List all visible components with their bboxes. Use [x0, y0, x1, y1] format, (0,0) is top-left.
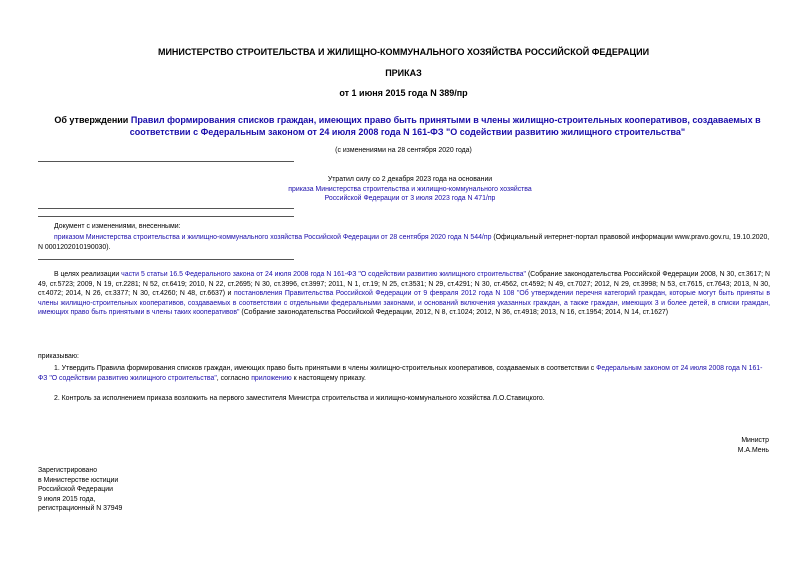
divider	[38, 161, 294, 162]
registration-line-3: Российской Федерации	[38, 486, 113, 494]
amendments-note: (с изменениями на 28 сентября 2020 года)	[335, 147, 472, 154]
preamble-paragraph	[38, 270, 770, 318]
doc-type-heading: ПРИКАЗ	[385, 68, 422, 78]
ministry-heading: МИНИСТЕРСТВО СТРОИТЕЛЬСТВА И ЖИЛИЩНО-КОММУНАЛЬНОГО ХОЗЯЙСТВА РОССИЙСКОЙ ФЕДЕРАЦИИ	[157, 47, 650, 57]
item1-text-a: 1. Утвердить Правила формирования списков граждан, имеющих право быть принятыми в члены жилищно-строительных кооперативов, создаваемых в соответствии с	[54, 365, 597, 372]
preamble-text-1: В целях реализации	[54, 271, 122, 278]
date-number-heading: от 1 июня 2015 года N 389/пр	[339, 88, 468, 98]
expired-link-line1[interactable]: приказа Министерства строительства и жилищно-коммунального хозяйства	[288, 185, 532, 193]
signature-position: Министр	[741, 437, 769, 444]
changes-paragraph	[38, 233, 770, 252]
changes-suffix: (Официальный интернет-портал правовой информации www.pravo.gov.ru, 19.10.2020, N 0001202010190030).	[38, 234, 770, 251]
divider	[38, 216, 294, 217]
order-item-1	[38, 364, 770, 383]
divider	[38, 259, 294, 260]
registration-line-2: в Министерстве юстиции	[38, 476, 119, 484]
preamble-law-link[interactable]: части 5 статьи 16.5 Федерального закона от 24 июля 2008 года N 161-ФЗ "О содействии развитию жилищного строительства"	[121, 271, 527, 278]
changes-label: Документ с изменениями, внесенными:	[54, 223, 181, 230]
expired-text: Утратил силу со 2 декабря 2023 года на основании	[327, 176, 493, 183]
registration-line-4: 9 июля 2015 года,	[38, 495, 96, 503]
item1-text-c: к настоящему приказу.	[291, 374, 366, 382]
expired-link-line2[interactable]: Российской Федерации от 3 июля 2023 года N 471/пр	[324, 195, 496, 203]
signature-block	[738, 436, 769, 455]
title-prefix: Об утверждении	[54, 115, 131, 125]
changes-order-link[interactable]: приказом Министерства строительства и жилищно-коммунального хозяйства Российской Федерации от 28 сентября 2020 года N 544/пр	[54, 234, 492, 241]
title-rules-link[interactable]: Правил формирования списков граждан, имеющих право быть принятыми в члены жилищно-строительных кооперативов, создаваемых в соответствии с Федеральным законом от 24 июля 2008 года N 161-ФЗ "О содействии развитию жилищного строительства"	[129, 115, 761, 137]
document-title	[45, 115, 770, 138]
registration-block	[38, 466, 122, 514]
preamble-text-3: (Собрание законодательства Российской Федерации, 2012, N 8, ст.1024; 2012, N 36, ст.4918; 2013, N 16, ст.1954; 2014, N 14, ст.1627)	[239, 309, 669, 317]
order-item-2: 2. Контроль за исполнением приказа возложить на первого заместителя Министра строительства и жилищно-коммунального хозяйства Л.О.Ставицкого.	[54, 395, 545, 402]
item1-text-b: , согласно	[216, 374, 252, 382]
item1-appendix-link[interactable]: приложению	[251, 374, 292, 382]
expired-block	[240, 175, 580, 204]
registration-line-5: регистрационный N 37949	[38, 505, 123, 513]
registration-line-1: Зарегистрировано	[38, 467, 98, 474]
divider	[38, 208, 294, 209]
preamble-text-2: (Собрание законодательства Российской Федерации 2008, N 30, ст.3617; N 49, ст.5723; 2009, N 19, ст.2281; N 52, ст.6419; 2010, N 22, ст.2695; N 30, ст.3996, ст.3997; 2011, N 1, ст.19; N 25, ст.3531; N 29, ст.4291; N 30, ст.4562, ст.4592; N 49, ст.7027; 2012, N 29, ст.3998; N 53, ст.7615, ст.7643; 2013, N 30, ст.4072; 2014, N 26, ст.3377; N 30, ст.4260; N 48, ст.6637) и	[38, 271, 770, 298]
item1-law-link[interactable]: Федеральным законом от 24 июля 2008 года N 161-ФЗ "О содействии развитию жилищного строительства"	[38, 365, 763, 382]
order-word: приказываю:	[38, 353, 79, 360]
signature-name: М.А.Мень	[737, 446, 769, 454]
preamble-decree-link[interactable]: постановления Правительства Российской Федерации от 9 февраля 2012 года N 108 "Об утверждении перечня категорий граждан, которые могут быть приняты в члены жилищно-строительных кооперативов, создаваемых в соответствии с отдельными федеральными законами, и оснований включения указанных граждан, а также граждан, имеющих 3 и более детей, в списки граждан, имеющих право быть принятыми в члены таких кооперативов"	[38, 290, 770, 317]
